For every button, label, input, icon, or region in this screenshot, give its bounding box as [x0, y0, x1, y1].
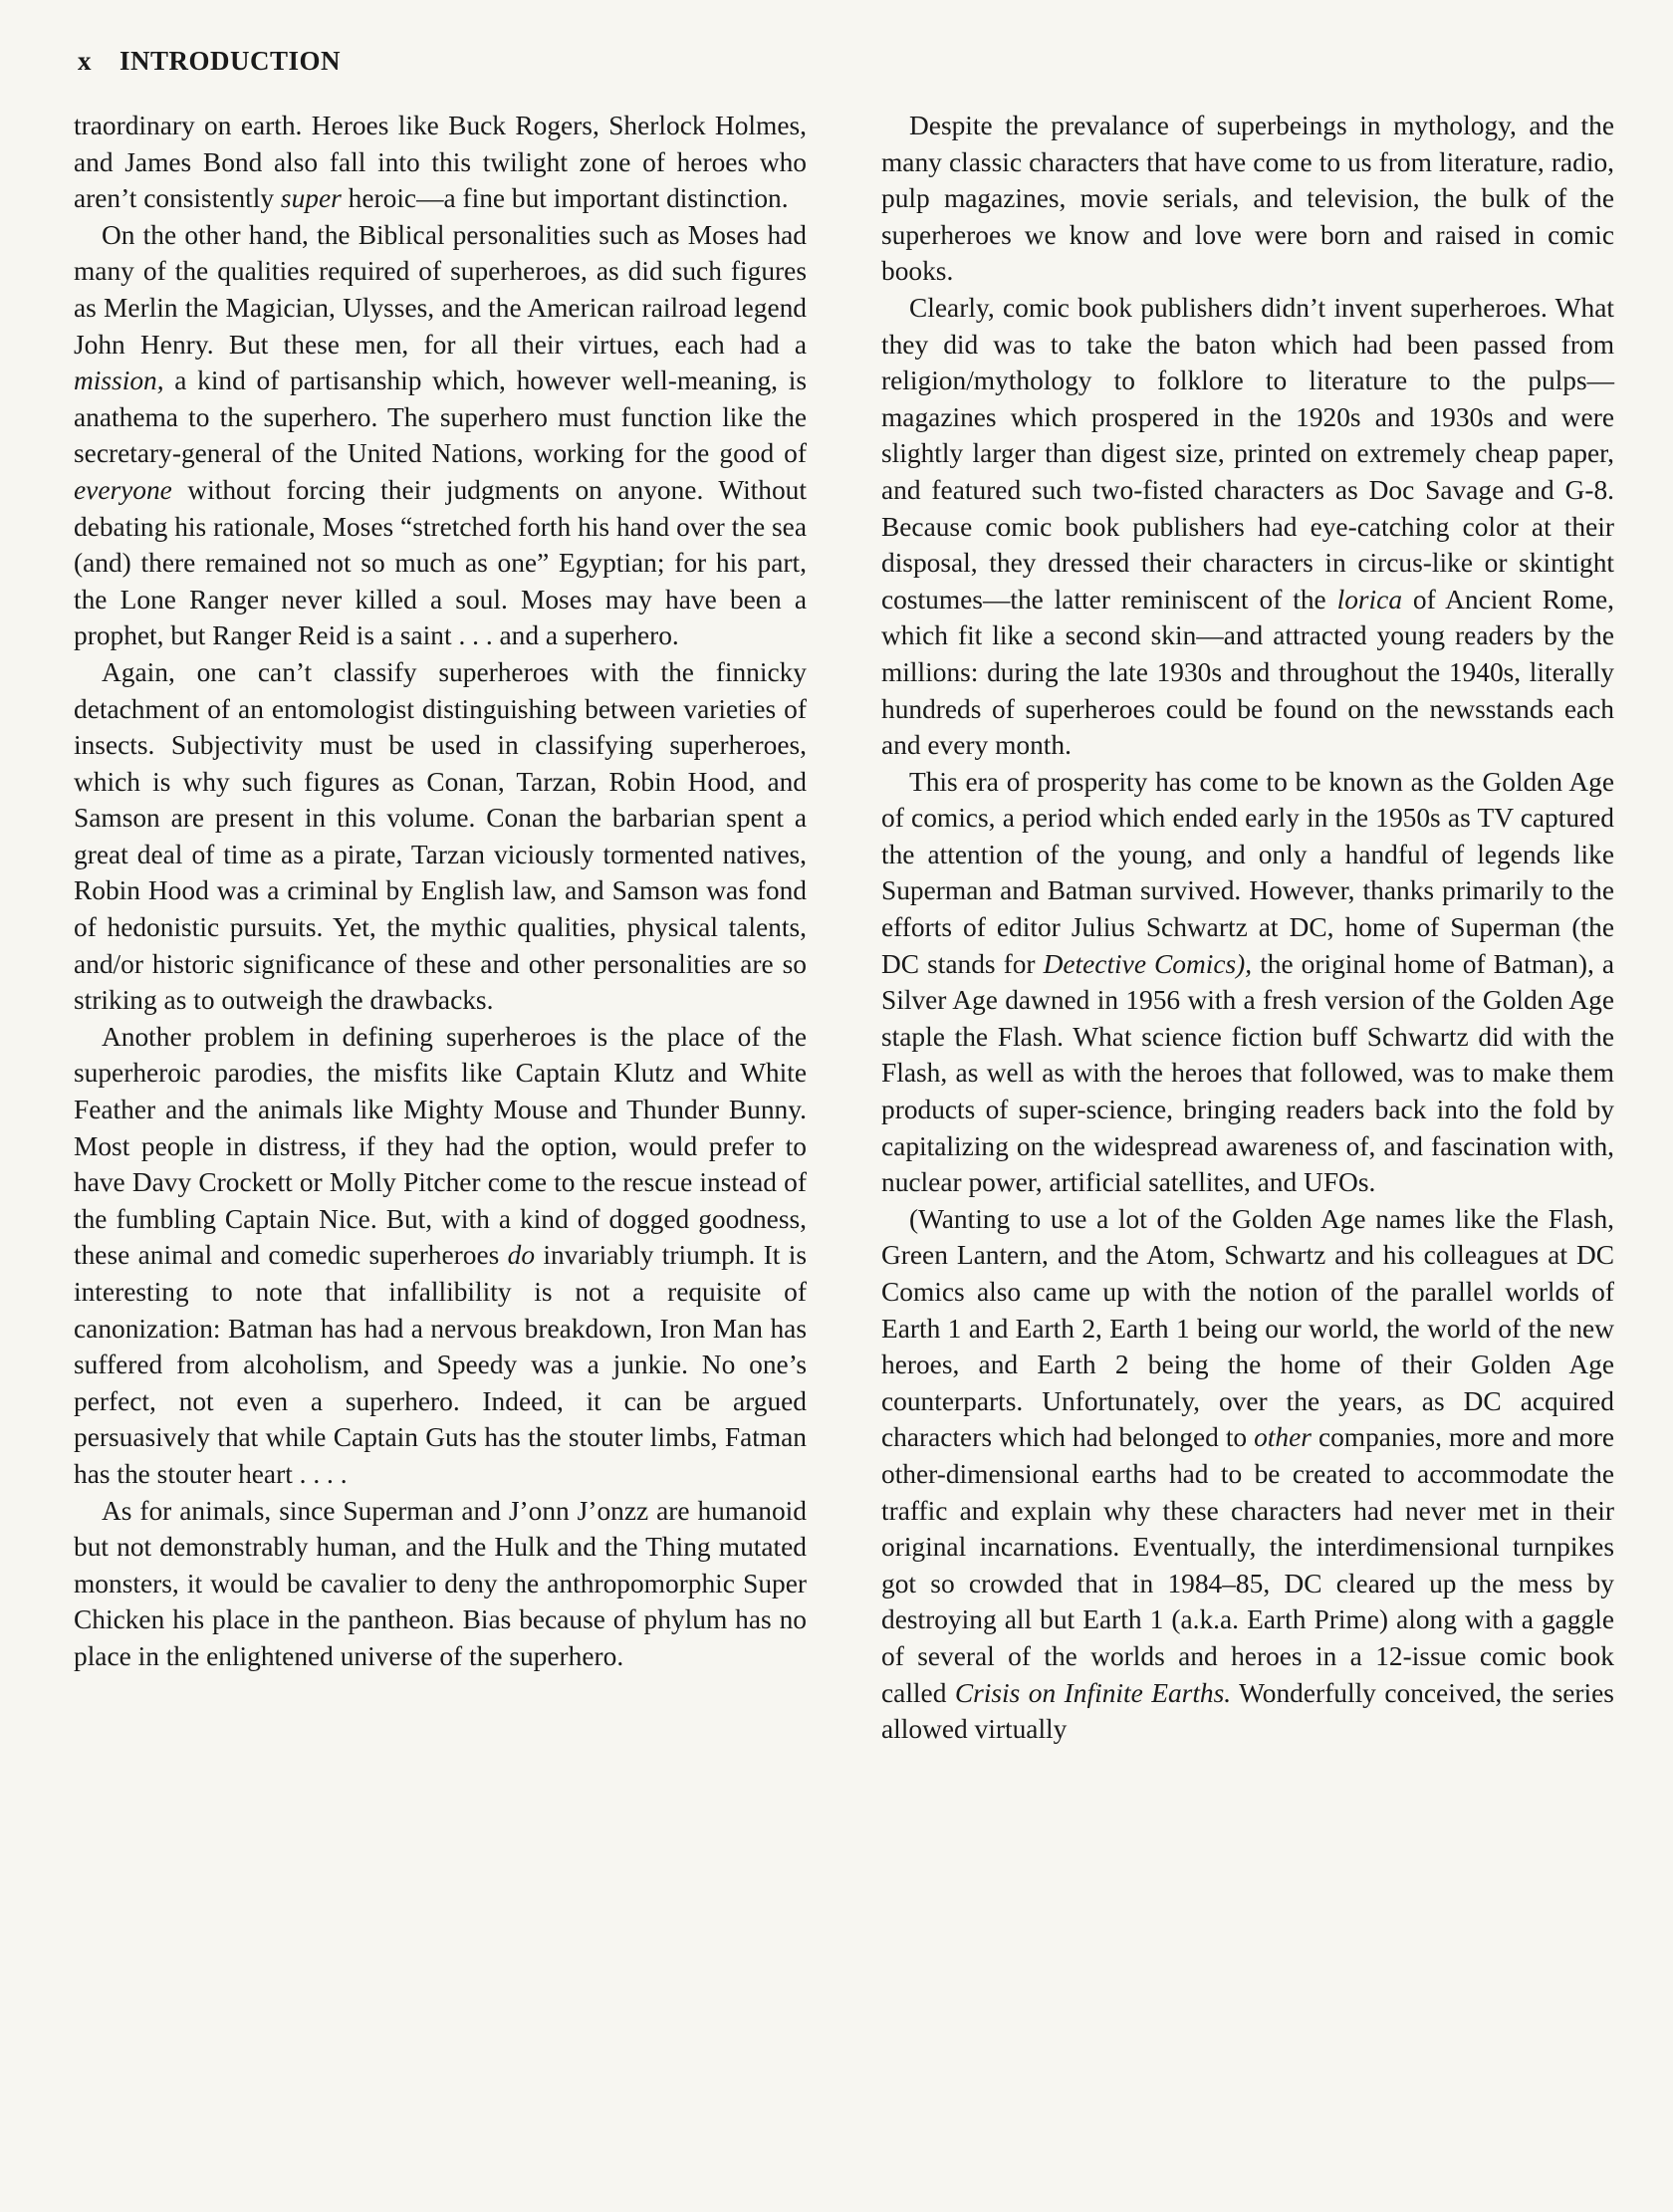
paragraph: On the other hand, the Biblical personalities such as Moses had many of the qualities required of superheroes, as did such figures as Merlin the Magician, Ulysses, and the American railroad legend John Henry. But these men, for all their virtues, each had a mission, a kind of partisanship which, however well-meaning, is anathema to the superhero. The superhero must function like the secretary-general of the United Nations, working for the good of everyone without forcing their judgments on anyone. Without debating his rationale, Moses “stretched forth his hand over the sea (and) there remained not so much as one” Egyptian; for his part, the Lone Ranger never killed a soul. Moses may have been a prophet, but Ranger Reid is a saint . . . and a superhero.	[74, 219, 807, 651]
paragraph: This era of prosperity has come to be known as the Golden Age of comics, a period which ended early in the 1950s as TV captured the attention of the young, and only a handful of legends like Superman and Batman survived. However, thanks primarily to the efforts of editor Julius Schwartz at DC, home of Superman (the DC stands for Detective Comics), the original home of Batman), a Silver Age dawned in 1956 with a fresh version of the Golden Age staple the Flash. What science fiction buff Schwartz did with the Flash, as well as with the heroes that followed, was to make them products of super-science, bringing readers back into the fold by capitalizing on the widespread awareness of, and fascination with, nuclear power, artificial satellites, and UFOs.	[881, 766, 1615, 1198]
left-column	[74, 108, 807, 1675]
paragraph: Again, one can’t classify superheroes with the finnicky detachment of an entomologist distinguishing between varieties of insects. Subjectivity must be used in classifying superheroes, which is why such figures as Conan, Tarzan, Robin Hood, and Samson are present in this volume. Conan the barbarian spent a great deal of time as a pirate, Tarzan viciously tormented natives, Robin Hood was a criminal by English law, and Samson was fond of hedonistic pursuits. Yet, the mythic qualities, physical talents, and/or historic significance of these and other personalities are so striking as to outweigh the drawbacks.	[74, 656, 807, 1016]
paragraph: Despite the prevalance of superbeings in mythology, and the many classic characters that have come to us from literature, radio, pulp magazines, movie serials, and television, the bulk of the superheroes we know and love were born and raised in comic books.	[881, 111, 1614, 287]
page-number: x	[78, 46, 92, 76]
paragraph: (Wanting to use a lot of the Golden Age names like the Flash, Green Lantern, and the Atom, Schwartz and his colleagues at DC Comics also came up with the notion of the parallel worlds of Earth 1 and Earth 2, Earth 1 being our world, the world of the new heroes, and Earth 2 being the home of their Golden Age counterparts. Unfortunately, over the years, as DC acquired characters which had belonged to other companies, more and more other-dimensional earths had to be created to accommodate the traffic and explain why these characters had never met in their original incarnations. Eventually, the interdimensional turnpikes got so crowded that in 1984–85, DC cleared up the mess by destroying all but Earth 1 (a.k.a. Earth Prime) along with a gaggle of several of the worlds and heroes in a 12-issue comic book called Crisis on Infinite Earths. Wonderfully conceived, the series allowed virtually	[881, 1203, 1614, 1745]
running-header	[78, 46, 341, 77]
paragraph: As for animals, since Superman and J’onn J’onzz are humanoid but not demonstrably human, and the Hulk and the Thing mutated monsters, it would be cavalier to deny the anthropomorphic Super Chicken his place in the pantheon. Bias because of phylum has no place in the enlightened universe of the superhero.	[74, 1495, 807, 1671]
right-column	[881, 108, 1614, 1748]
section-title: INTRODUCTION	[120, 46, 342, 76]
paragraph: traordinary on earth. Heroes like Buck Rogers, Sherlock Holmes, and James Bond also fall into this twilight zone of heroes who aren’t consistently super heroic—a fine but important distinction.	[74, 111, 807, 214]
paragraph: Another problem in defining superheroes is the place of the superheroic parodies, the misfits like Captain Klutz and White Feather and the animals like Mighty Mouse and Thunder Bunny. Most people in distress, if they had the option, would prefer to have Davy Crockett or Molly Pitcher come to the rescue instead of the fumbling Captain Nice. But, with a kind of dogged goodness, these animal and comedic superheroes do invariably triumph. It is interesting to note that infallibility is not a requisite of canonization: Batman has had a nervous breakdown, Iron Man has suffered from alcoholism, and Speedy was a junkie. No one’s perfect, not even a superhero. Indeed, it can be argued persuasively that while Captain Guts has the stouter limbs, Fatman has the stouter heart . . . .	[74, 1021, 807, 1489]
paragraph: Clearly, comic book publishers didn’t invent superheroes. What they did was to take the baton which had been passed from religion/mythology to folklore to literature to the pulps—magazines which prospered in the 1920s and 1930s and were slightly larger than digest size, printed on extremely cheap paper, and featured such two-fisted characters as Doc Savage and G-8. Because comic book publishers had eye-catching color at their disposal, they dressed their characters in circus-like or skintight costumes—the latter reminiscent of the lorica of Ancient Rome, which fit like a second skin—and attracted young readers by the millions: during the late 1930s and throughout the 1940s, literally hundreds of superheroes could be found on the newsstands each and every month.	[881, 292, 1614, 761]
